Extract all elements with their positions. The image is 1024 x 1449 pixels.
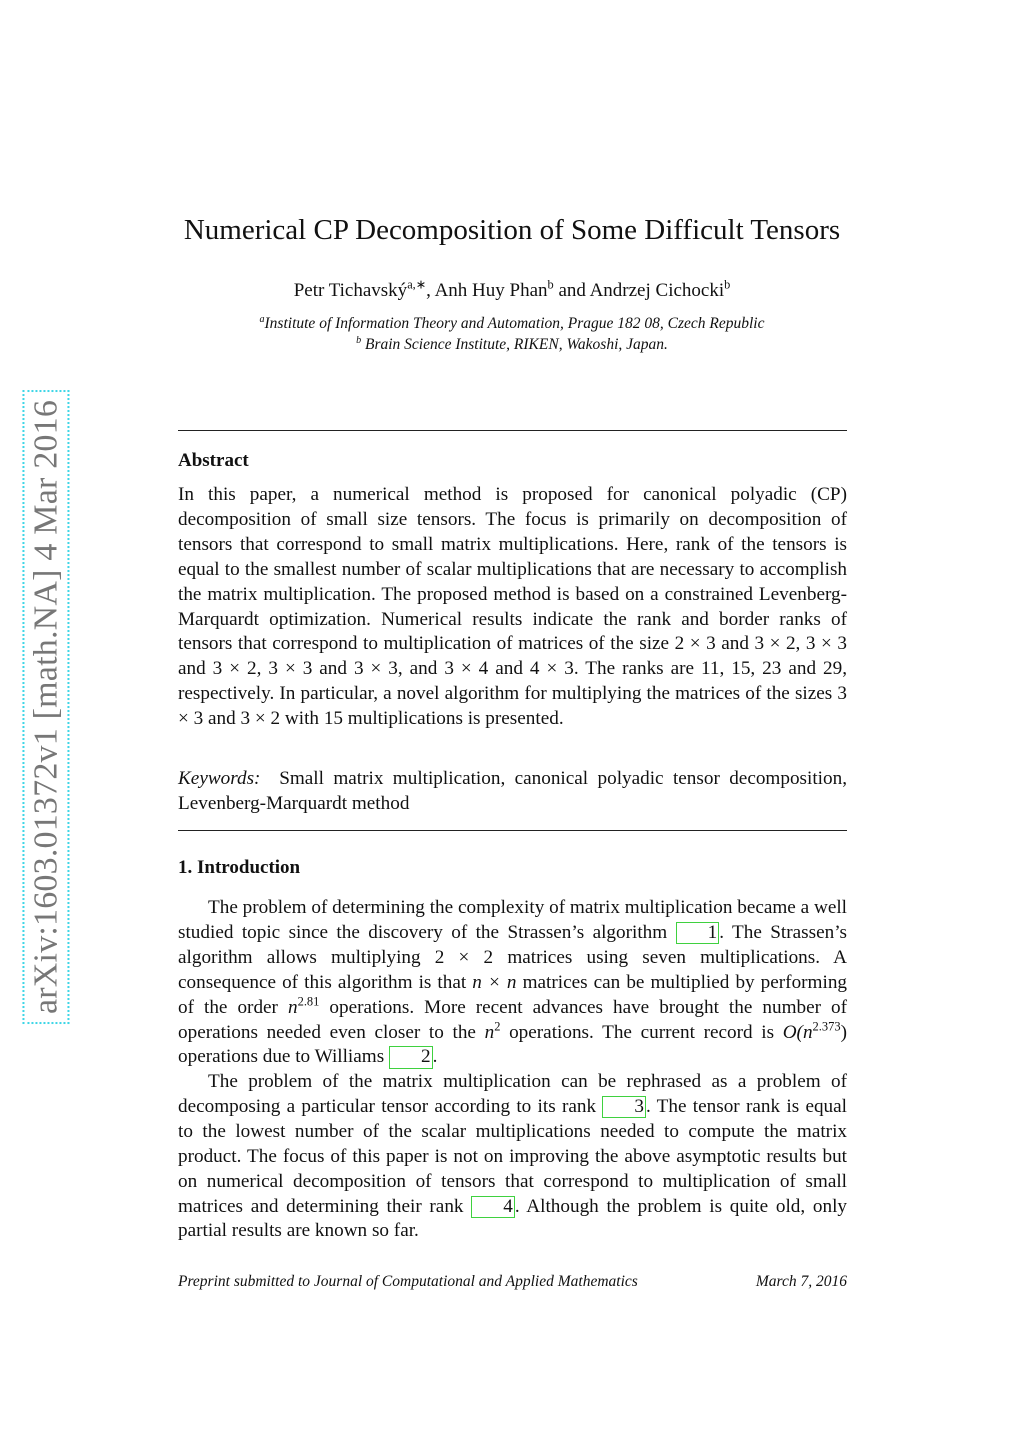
affiliation-text: Brain Science Institute, RIKEN, Wakoshi, Japan.: [364, 336, 668, 353]
affiliation-mark: a: [259, 313, 265, 325]
introduction-paragraph-2: The problem of the matrix multiplication can be rephrased as a problem of decomposing a particular tensor according to its rank 3 . The tensor rank is equal to the lowest number of the scalar multiplications needed to compute the matrix product. The focus of this paper is not on improving the above asymptotic results but on numerical decomposition of tensors that correspond to multiplication of small matrices and determining their rank 4 . Although the problem is quite old, only partial results are known so far.: [178, 1071, 848, 1242]
keywords-text: Small matrix multiplication, canonical polyadic tensor decomposition, Levenberg-Marquardt method: [178, 768, 847, 814]
affiliation-b: [130, 336, 894, 354]
author-affiliation-mark: b: [547, 277, 554, 292]
math-exponent: 2: [494, 1019, 501, 1034]
affiliation-mark: b: [356, 334, 362, 346]
preprint-footer: [178, 1273, 847, 1291]
affiliation-a: [130, 315, 894, 333]
footer-journal: Preprint submitted to Journal of Computational and Applied Mathematics: [178, 1273, 638, 1290]
author-connector: and: [558, 280, 586, 301]
math-inline: n × n: [472, 971, 517, 993]
math-inline: ): [840, 1021, 847, 1043]
math-exponent: 2.373: [812, 1019, 841, 1034]
abstract-heading: Abstract: [178, 450, 249, 471]
author-name: Petr Tichavský: [293, 280, 408, 301]
introduction-paragraph-1: The problem of determining the complexity of matrix multiplication became a well studied topic since the discovery of the Strassen’s algorithm 1 . The Strassen’s algorithm allows multiplying 2 × 2 matrices using seven multiplications. A consequence of this algorithm is that n × n matrices can be multiplied by performing of the order $n^{2.81}$ operations. More recent advances have brought the number of operations needed even closer to the $n^2$ operations. The current record is $O(n^{2.373})$ operations due to Williams 2 .: [178, 897, 848, 1068]
math-inline: n: [484, 1021, 495, 1043]
introduction-heading: 1. Introduction: [178, 857, 301, 878]
math-exponent: 2.81: [297, 994, 320, 1009]
paper-title: Numerical CP Decomposition of Some Difficult Tensors: [183, 214, 841, 246]
math-inline: O(n: [782, 1021, 813, 1043]
author-name: Anh Huy Phan: [434, 280, 548, 301]
author-name: Andrzej Cichocki: [589, 280, 725, 301]
citation-link[interactable]: 3: [602, 1096, 646, 1118]
arxiv-id-link[interactable]: arXiv:1603.01372v1 [math.NA] 4 Mar 2016: [22, 390, 69, 1024]
author-affiliation-mark: a,∗: [407, 277, 427, 292]
citation-link[interactable]: 4: [471, 1196, 515, 1218]
author-affiliation-mark: b: [724, 277, 731, 292]
keywords-label: Keywords:: [178, 768, 261, 789]
abstract-text: In this paper, a numerical method is proposed for canonical polyadic (CP) decomposition of small size tensors. The focus is primarily on decomposition of tensors that correspond to small matrix multiplications. Here, rank of the tensors is equal to the smallest number of scalar multiplications that are necessary to accomplish the matrix multiplication. The proposed method is based on a constrained Levenberg-Marquardt optimization. Numerical results indicate the rank and border ranks of tensors that correspond to multiplication of matrices of the size 2 × 3 and 3 × 2, 3 × 3 and 3 × 2, 3 × 3 and 3 × 3, and 3 × 4 and 4 × 3. The ranks are 11, 15, 23 and 29, respectively. In particular, a novel algorithm for multiplying the matrices of the sizes 3 × 3 and 3 × 2 with 15 multiplications is presented.: [178, 484, 847, 730]
arxiv-stamp: [20, 378, 72, 1036]
keywords: [178, 767, 847, 817]
author-list: Petr Tichavský$^{a,∗}$, Anh Huy Phan$^b$ and Andrzej Cichocki$^b$: [293, 277, 731, 301]
bottom-divider: [178, 830, 847, 831]
footer-date: March 7, 2016: [755, 1273, 847, 1290]
math-inline: n: [287, 996, 298, 1018]
affiliation-text: Institute of Information Theory and Automation, Prague 182 08, Czech Republic: [264, 315, 765, 332]
citation-link[interactable]: 1: [676, 922, 720, 944]
top-divider: [178, 430, 847, 431]
citation-link[interactable]: 2: [389, 1046, 433, 1068]
